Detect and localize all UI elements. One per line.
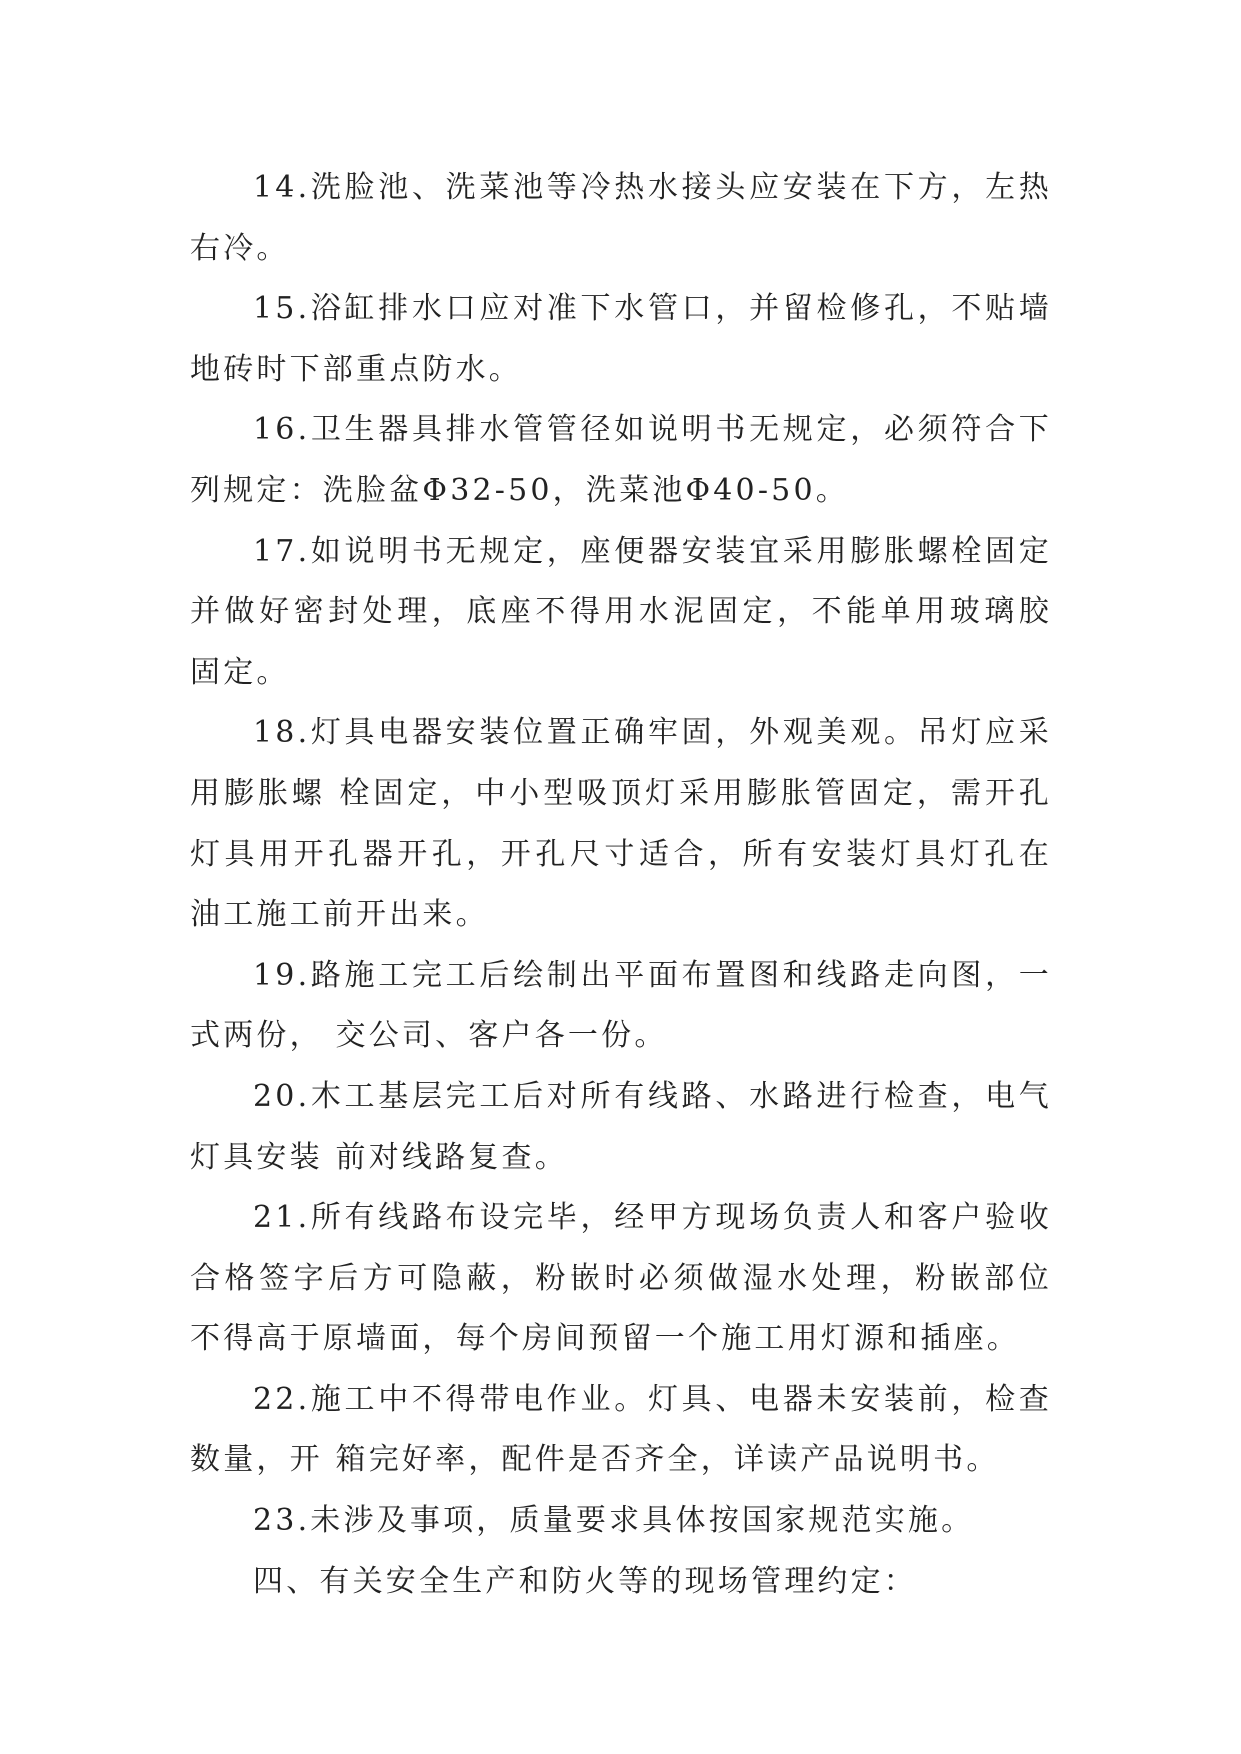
section-heading: 四、有关安全生产和防火等的现场管理约定： — [253, 1563, 917, 1599]
paragraph-item-17: 17.如说明书无规定，座便器安装宜采用膨胀螺栓固定并做好密封处理，底座不得用水泥固定，不能单用玻璃胶固定。 — [190, 533, 1052, 690]
paragraph-item-22: 22.施工中不得带电作业。灯具、电器未安装前，检查数量，开 箱完好率，配件是否齐全，详读产品说明书。 — [190, 1381, 1052, 1478]
paragraph-item-21: 21.所有线路布设完毕，经甲方现场负责人和客户验收合格签字后方可隐蔽，粉嵌时必须做湿水处理，粉嵌部位不得高于原墙面，每个房间预留一个施工用灯源和插座。 — [190, 1200, 1052, 1357]
paragraph-item-15: 15.浴缸排水口应对准下水管口，并留检修孔，不贴墙地砖时下部重点防水。 — [190, 291, 1052, 387]
paragraph-item-23: 23.未涉及事项，质量要求具体按国家规范实施。 — [253, 1503, 975, 1539]
paragraph-item-18: 18.灯具电器安装位置正确牢固，外观美观。吊灯应采用膨胀螺 栓固定，中小型吸顶灯采用膨胀管固定，需开孔灯具用开孔器开孔，开孔尺寸适合，所有安装灯具灯孔在油工施工前开出来。 — [190, 715, 1052, 933]
paragraph-item-16: 16.卫生器具排水管管径如说明书无规定，必须符合下列规定：洗脸盆Φ32-50，洗菜池Φ40-50。 — [190, 412, 1052, 508]
paragraph-item-20: 20.木工基层完工后对所有线路、水路进行检查，电气灯具安装 前对线路复查。 — [190, 1078, 1052, 1175]
paragraph-item-14: 14.洗脸池、洗菜池等冷热水接头应安装在下方，左热右冷。 — [190, 170, 1052, 266]
document-body — [190, 158, 1052, 1612]
paragraph-item-19: 19.路施工完工后绘制出平面布置图和线路走向图，一式两份， 交公司、客户各一份。 — [190, 957, 1052, 1054]
